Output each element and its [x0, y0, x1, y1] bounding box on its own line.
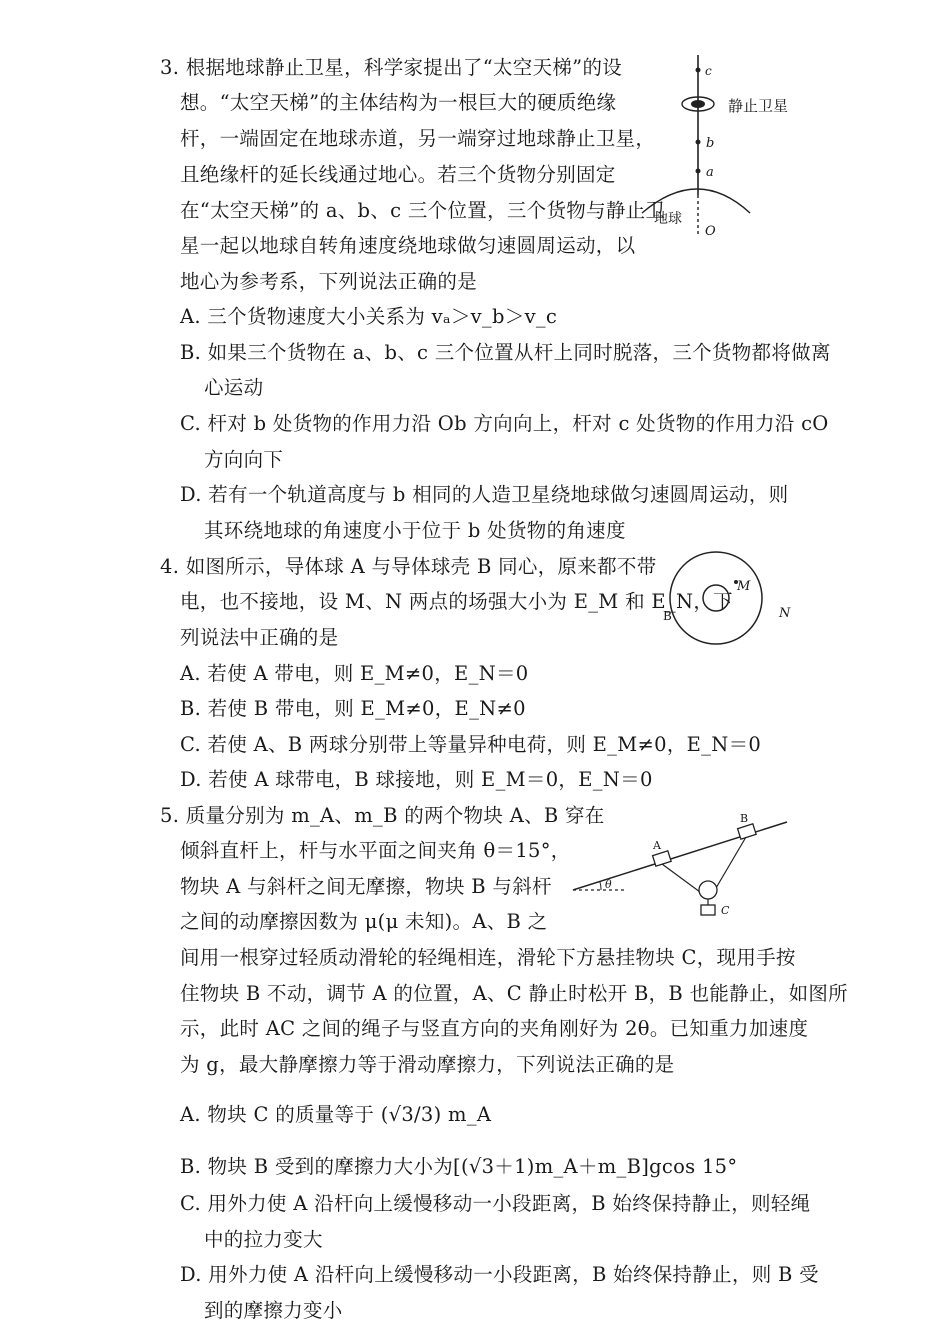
point-a — [696, 169, 701, 174]
earth-surface-arc — [642, 189, 750, 213]
q3-line-5: 在“太空天梯”的 a、b、c 三个位置，三个货物与静止卫 — [180, 199, 666, 222]
q4-line-1: 4. 如图所示，导体球 A 与导体球壳 B 同心，原来都不带 — [160, 555, 657, 578]
label-a: a — [706, 165, 714, 180]
q5-line-3: 物块 A 与斜杆之间无摩擦，物块 B 与斜杆 — [180, 875, 552, 898]
angle-arc — [600, 882, 601, 890]
inclined-rod-figure — [565, 810, 795, 925]
space-elevator-figure — [640, 45, 800, 250]
label-c: C — [721, 904, 730, 917]
q5-line-5: 间用一根穿过轻质动滑轮的轻绳相连，滑轮下方悬挂物块 C，现用手按 — [180, 946, 796, 969]
shell-b — [670, 552, 762, 644]
q5-option-d: D. 用外力使 A 沿杆向上缓慢移动一小段距离，B 始终保持静止，则 B 受 — [180, 1263, 819, 1286]
pulley — [699, 881, 717, 899]
q3-line-2: 想。“太空天梯”的主体结构为一根巨大的硬质绝缘 — [180, 91, 617, 114]
q5-line-2: 倾斜直杆上，杆与水平面之间夹角 θ＝15°， — [180, 839, 571, 862]
block-a — [653, 851, 672, 866]
q4-option-b: B. 若使 B 带电，则 E_M≠0，E_N≠0 — [180, 697, 526, 720]
label-n: N — [779, 606, 791, 621]
conductor-sphere-figure — [655, 550, 795, 650]
q3-option-d: D. 若有一个轨道高度与 b 相同的人造卫星绕地球做匀速圆周运动，则 — [180, 483, 789, 506]
q4-option-c: C. 若使 A、B 两球分别带上等量异种电荷，则 E_M≠0，E_N＝0 — [180, 733, 762, 756]
q4-line-3: 列说法中正确的是 — [180, 626, 339, 649]
q3-option-d-cont: 其环绕地球的角速度小于位于 b 处货物的角速度 — [204, 519, 626, 542]
q5-line-1: 5. 质量分别为 m_A、m_B 的两个物块 A、B 穿在 — [160, 804, 605, 827]
q3-option-c: C. 杆对 b 处货物的作用力沿 Ob 方向向上，杆对 c 处货物的作用力沿 cO — [180, 412, 829, 435]
label-m: M — [737, 579, 751, 594]
label-b: b — [706, 136, 715, 151]
q5-line-7: 示，此时 AC 之间的绳子与竖直方向的夹角刚好为 2θ。已知重力加速度 — [180, 1017, 809, 1040]
point-b — [696, 140, 701, 145]
label-earth: 地球 — [654, 211, 682, 227]
sphere-a — [703, 585, 729, 611]
q4-option-d: D. 若使 A 球带电，B 球接地，则 E_M＝0，E_N＝0 — [180, 768, 653, 791]
label-theta: θ — [605, 878, 612, 891]
q5-option-b: B. 物块 B 受到的摩擦力大小为[(√3＋1)m_A＋m_B]gcos 15° — [180, 1155, 738, 1178]
q5-option-c-cont: 中的拉力变大 — [204, 1228, 323, 1251]
q3-line-1: 3. 根据地球静止卫星，科学家提出了“太空天梯”的设 — [160, 56, 623, 79]
q5-line-6: 住物块 B 不动，调节 A 的位置，A、C 静止时松开 B，B 也能静止，如图所 — [180, 982, 848, 1005]
label-satellite: 静止卫星 — [728, 97, 789, 115]
q5-line-4: 之间的动摩擦因数为 μ(μ 未知)。A、B 之 — [180, 910, 548, 933]
block-b — [738, 824, 757, 839]
rope-ac — [662, 864, 700, 892]
q3-option-c-cont: 方向向下 — [204, 448, 284, 471]
satellite-core — [691, 100, 705, 108]
q3-option-b: B. 如果三个货物在 a、b、c 三个位置从杆上同时脱落，三个货物都将做离 — [180, 341, 831, 364]
rope-bc — [716, 837, 746, 888]
q3-line-4: 且绝缘杆的延长线通过地心。若三个货物分别固定 — [180, 163, 616, 186]
q4-option-a: A. 若使 A 带电，则 E_M≠0，E_N＝0 — [180, 662, 529, 685]
block-c — [701, 905, 715, 915]
q5-line-8: 为 g，最大静摩擦力等于滑动摩擦力，下列说法正确的是 — [180, 1053, 675, 1076]
q3-line-6: 星一起以地球自转角速度绕地球做匀速圆周运动，以 — [180, 234, 636, 257]
q5-option-a: A. 物块 C 的质量等于 (√3/3) m_A — [180, 1103, 492, 1126]
q3-option-a: A. 三个货物速度大小关系为 vₐ＞v_b＞v_c — [180, 305, 558, 328]
label-b-shell: B — [663, 609, 672, 623]
q5-option-d-cont: 到的摩擦力变小 — [204, 1299, 343, 1322]
label-a: A — [653, 839, 661, 852]
point-c — [696, 68, 701, 73]
label-o: O — [705, 224, 716, 239]
label-c: c — [705, 64, 712, 78]
q3-line-7: 地心为参考系，下列说法正确的是 — [180, 270, 478, 293]
q4-line-2: 电，也不接地，设 M、N 两点的场强大小为 E_M 和 E_N，下 — [180, 590, 733, 613]
q5-option-c: C. 用外力使 A 沿杆向上缓慢移动一小段距离，B 始终保持静止，则轻绳 — [180, 1192, 811, 1215]
label-b: B — [740, 812, 749, 825]
q3-line-3: 杆，一端固定在地球赤道，另一端穿过地球静止卫星， — [180, 127, 656, 150]
q3-option-b-cont: 心运动 — [204, 376, 264, 399]
